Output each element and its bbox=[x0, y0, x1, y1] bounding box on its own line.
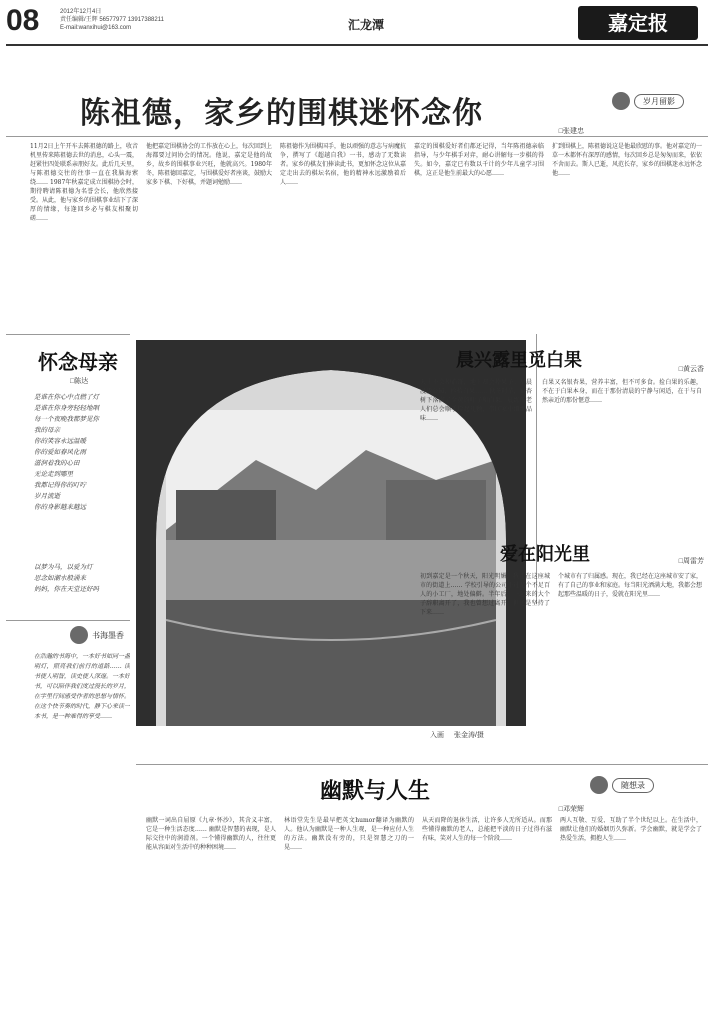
morning-article-col-1: 天上不会掉馅饼，地上却会掉果子。早晨漫步公园，捡拾白果…… 秋冬时节，银杏树下落满了金黄的叶子和白果，晨练的老人们总会顺手捡起几颗，带回家中细细品味…… bbox=[420, 379, 532, 422]
humor-article-lead: 幽默一词出自屈原《九章·怀沙》，其含义丰富，它是一种生活态度…… bbox=[146, 817, 276, 833]
photo-credit: 张金涛/摄 bbox=[453, 732, 484, 739]
sunshine-article-col-2: 个城市有了归属感。现在，我已经在这座城市安了家，有了自己的事业和家庭。每当阳光洒满大地，我都会想起那些温暖的日子，爱就在阳光里…… bbox=[558, 573, 702, 598]
morning-byline: □黄云香 bbox=[678, 366, 704, 373]
portrait-icon bbox=[612, 92, 630, 110]
poem-line: 我的母亲 bbox=[34, 426, 60, 434]
sunshine-article-col-1: 初到嘉定是一个秋天，阳光明媚，我走在这座城市的街道上…… 学校引导的公司不过是个不足百人的小工厂，地处偏僻。半年后，一起来的大个子辞职离开了，我也曾想过离开，但还是坚持了下来…… bbox=[420, 573, 550, 616]
main-article-col-1: 11月2日上午开车去陈祖德的路上，收音机里传来陈祖德去世的消息，心头一震，赶紧往四处联系亲朋好友。此后几天里，与陈祖德交往的往事一直在我脑海萦绕…… 1987年秋嘉定成立围棋协会时，期待聘请陈祖德为名誉会长，他欣然接受。从此，他与家乡的围棋事业结下了深厚的情缘，每逢回乡必与棋友相聚切磋…… bbox=[30, 143, 138, 222]
humor-article-col-1: 幽默一词出自屈原《九章·怀沙》，其含义丰富，它是一种生活态度…… 幽默是智慧的表现，是人际交往中的润滑剂。一个懂得幽默的人，往往更能从容面对生活中的种种困境…… bbox=[146, 817, 276, 851]
photo-caption-title: 入画 bbox=[430, 732, 444, 739]
sunshine-title: 爱在阳光里 bbox=[500, 544, 590, 565]
main-byline: □张建忠 bbox=[558, 128, 584, 135]
page-number: 08 bbox=[6, 4, 40, 37]
poem-body: 是谁在你心中点燃了灯 是谁在你身旁轻轻地唱 每一个夜晚我都梦见你 我的母亲 你的笑容永远温暖 你的爱如春风化雨 滋润着我的心田 无论走到哪里 我都记得你的叮咛 岁月流逝 你的身影越来越远 bbox=[34, 392, 130, 542]
section-title: 汇龙潭 bbox=[348, 18, 385, 32]
morning-article-col-2: 白果又名银杏果，营养丰富，但不可多食。捡白果的乐趣，不在于白果本身，而在于那份清晨的宁静与闲适，在于与自然亲近的那份惬意…… bbox=[542, 379, 702, 404]
column-tag-book bbox=[70, 626, 124, 644]
main-article-col-5: 扩到围棋上，陈祖德说这是他最欣慰的事。他对嘉定的一草一木都怀有深厚的感情，每次回乡总是匆匆而来，依依不舍而去。斯人已逝，风范长存，家乡的围棋迷永远怀念他…… bbox=[552, 143, 702, 177]
morning-title: 晨兴露里觅白果 bbox=[456, 350, 582, 371]
poem-line: 每一个夜晚我都梦见你 bbox=[34, 415, 99, 423]
header-date: 2012年12月4日 bbox=[60, 9, 102, 15]
column-tag-label: 岁月留影 bbox=[634, 94, 684, 109]
humor-article-col-3: 从天而降的退休生活，让许多人无所适从。而那些懂得幽默的老人，总能把平淡的日子过得有滋有味，笑对人生的每一个阶段…… bbox=[422, 817, 552, 842]
poem-byline: □陈达 bbox=[70, 378, 89, 385]
humor-top-rule bbox=[136, 764, 708, 765]
main-article-col-4: 嘉定的围棋爱好者们都还记得，当年陈祖德亲临指导，与少年棋手对弈，耐心讲解每一步棋的得失。如今，嘉定已有数以千计的少年儿童学习围棋，这正是他生前最大的心愿…… bbox=[414, 143, 544, 177]
main-headline: 陈祖德，家乡的围棋迷怀念你 bbox=[80, 96, 483, 131]
poem-top-rule bbox=[6, 334, 130, 335]
header-info bbox=[60, 8, 164, 32]
column-tag-memory bbox=[612, 92, 684, 110]
header-email: E-mail:wanxihui@163.com bbox=[60, 25, 132, 31]
main-article-col-3: 陈祖德作为围棋国手，他以顽强的意志与病魔抗争，撰写了《超越自我》一书，感动了无数读者。家乡的棋友们捧读此书，更加怀念这位从嘉定走出去的棋坛名宿，他的精神永远激励着后人…… bbox=[280, 143, 406, 186]
poem-ending: 以梦为马，以爱为灯 思念如潮水般涌来 妈妈，你在天堂还好吗 bbox=[34, 562, 130, 612]
humor-article-col-4: 两人互敬、互爱、互助了半个世纪以上。在生活中，幽默让他们的婚姻历久弥新。学会幽默，就是学会了热爱生活，拥抱人生…… bbox=[560, 817, 702, 842]
thoughts-tag-label: 随想录 bbox=[612, 778, 654, 793]
main-article-lead: 11月2日上午开车去陈祖德的路上，收音机里传来陈祖德去世的消息，心头一震，赶紧往四处联系亲朋好友。此后几天里，与陈祖德交往的往事一直在我脑海萦绕…… bbox=[30, 143, 138, 186]
book-tag-label: 书海墨香 bbox=[92, 630, 124, 640]
humor-article-col-2: 林语堂先生是最早把英文humor翻译为幽默的人。他认为幽默是一种人生观，是一种应付人生的方法。幽默没有旁的，只是智慧之刀的一晃…… bbox=[284, 817, 414, 851]
poem-line: 你的笑容永远温暖 bbox=[34, 437, 86, 445]
header-rule bbox=[6, 44, 708, 46]
headline-rule bbox=[6, 136, 708, 137]
thoughts-icon bbox=[590, 776, 608, 794]
book-icon bbox=[70, 626, 88, 644]
main-article-col-2: 他把嘉定围棋协会的工作放在心上，每次回到上海都要过问协会的情况。他说，嘉定是他的故乡，故乡的围棋事业兴旺，他就高兴。1980年冬，陈祖德回嘉定，与围棋爱好者座谈，鼓励大家多下棋、下好棋，并题词勉励…… bbox=[146, 143, 272, 186]
book-corner-lead: 在浩瀚的书海中，一本好书如同一盏明灯，照亮我们前行的道路…… bbox=[34, 653, 130, 670]
poem-line: 是谁在你身旁轻轻地唱 bbox=[34, 404, 99, 412]
sunshine-byline: □周雷芳 bbox=[678, 558, 704, 565]
poem-title: 怀念母亲 bbox=[38, 350, 118, 374]
poem-ending-line: 以梦为马，以爱为灯 bbox=[34, 563, 93, 571]
morning-article-lead: 天上不会掉馅饼，地上却会掉果子。早晨漫步公园，捡拾白果…… bbox=[420, 379, 532, 395]
humor-byline: □邓荣辉 bbox=[558, 806, 584, 813]
poem-line: 是谁在你心中点燃了灯 bbox=[34, 393, 99, 401]
header-editor: 责任编辑/王辉 56577977 13917388211 bbox=[60, 17, 164, 23]
humor-title: 幽默与人生 bbox=[320, 778, 431, 804]
masthead: 嘉定报 bbox=[578, 6, 698, 40]
sunshine-article-lead: 初到嘉定是一个秋天，阳光明媚，我走在这座城市的街道上…… bbox=[420, 573, 550, 589]
book-top-rule bbox=[6, 620, 130, 621]
column-tag-thoughts bbox=[590, 776, 654, 794]
book-corner-body: 在浩瀚的书海中，一本好书如同一盏明灯，照亮我们前行的道路…… 读书使人明智，读史使人深邃。一本好书，可以陪伴我们度过漫长的岁月，在字里行间感受作者的思想与情怀。在这个快节奏的时代，静下心来读一本书，是一种难得的享受…… bbox=[34, 653, 130, 720]
